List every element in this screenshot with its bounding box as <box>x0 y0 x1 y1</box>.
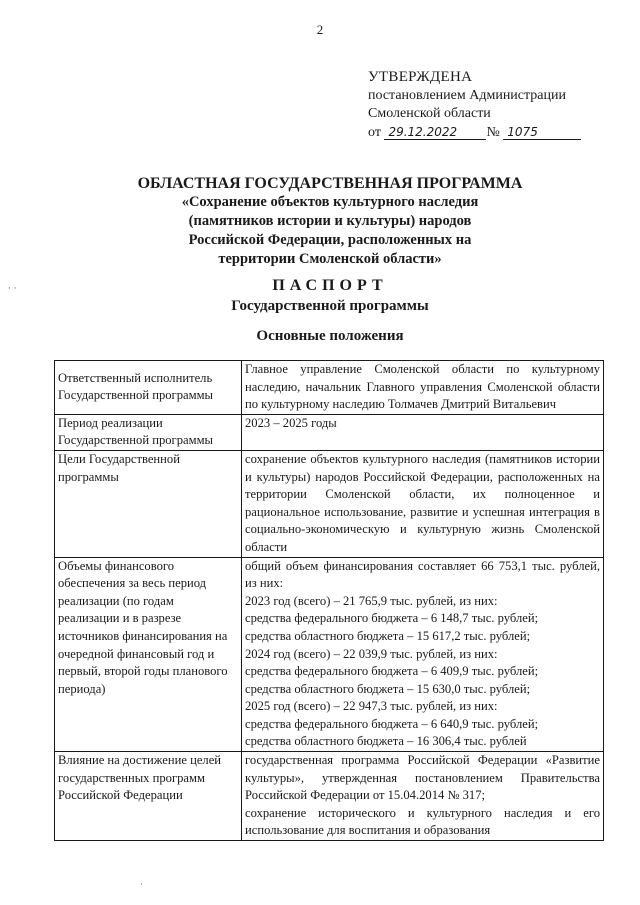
table-row <box>55 414 604 450</box>
row-value-line: 2023 – 2025 годы <box>245 415 337 430</box>
approval-date-handwritten: 29.12.2022 <box>384 125 486 140</box>
program-title-line-1: ОБЛАСТНАЯ ГОСУДАРСТВЕННАЯ ПРОГРАММА <box>137 175 523 192</box>
approval-title: УТВЕРЖДЕНА <box>368 69 473 85</box>
row-label: Объемы финансового обеспечения за весь период реализации (по годам реализации и в разрезе источников финансирования на очередной финансовый год и первый, второй годы планового периода) <box>55 557 242 752</box>
row-label: Период реализации Государственной программы <box>55 414 242 450</box>
approval-line-1: постановлением Администрации <box>368 87 566 103</box>
scan-speck: · · <box>8 284 17 294</box>
row-value-line: средства федерального бюджета – 6 409,9 тыс. рублей; <box>245 664 539 679</box>
row-label: Влияние на достижение целей государственных программ Российской Федерации <box>55 752 242 841</box>
row-label: Цели Государственной программы <box>55 450 242 557</box>
row-value <box>242 450 604 557</box>
table-row <box>55 361 604 415</box>
row-value-line: средства областного бюджета – 15 617,2 тыс. рублей; <box>245 628 531 643</box>
program-title-line-3: (памятников истории и культуры) народов <box>188 213 472 229</box>
program-title-line-2: «Сохранение объектов культурного наследия <box>181 194 479 210</box>
row-value-line: государственная программа Российской Федерации «Развитие культуры», утвержденная постановлением Правительства Российской Федерации от 15.04.2014 № 317; <box>245 753 600 803</box>
approval-date-line <box>368 124 618 143</box>
row-value-line: средства федерального бюджета – 6 148,7 тыс. рублей; <box>245 611 539 626</box>
approval-line-2: Смоленской области <box>368 106 491 121</box>
row-value-line: 2023 год (всего) – 21 765,9 тыс. рублей, из них: <box>245 593 498 608</box>
passport-title: ПАСПОРТ <box>272 277 388 294</box>
row-value-line: 2025 год (всего) – 22 947,3 тыс. рублей, из них: <box>245 699 498 714</box>
program-title <box>80 174 580 269</box>
passport-subtitle: Государственной программы <box>231 298 429 314</box>
row-value <box>242 752 604 841</box>
passport-heading <box>80 276 580 316</box>
page-number: 2 <box>316 22 324 37</box>
table-row <box>55 450 604 557</box>
row-value-line: средства федерального бюджета – 6 640,9 тыс. рублей; <box>245 716 539 731</box>
row-value-line: сохранение объектов культурного наследия (памятников истории и культуры) народов Российской Федерации, расположенных на территории Смоленской области, их полноценное и рациональное использование, развитие и успешная интеграция в социально-экономическую и культурную жизнь Смоленской области <box>245 451 600 554</box>
table-row <box>55 752 604 841</box>
passport-table <box>54 360 604 841</box>
table-row <box>55 557 604 752</box>
scan-speck: · <box>140 880 143 890</box>
approval-date-prefix: от <box>368 124 381 140</box>
row-value <box>242 557 604 752</box>
row-value-line: средства областного бюджета – 16 306,4 тыс. рублей <box>245 734 527 749</box>
program-title-line-5: территории Смоленской области» <box>218 251 442 267</box>
section-title: Основные положения <box>256 328 404 344</box>
row-value-line: Главное управление Смоленской области по культурному наследию, начальник Главного управления Смоленской области по культурному наследию Толмачев Дмитрий Витальевич <box>245 362 600 412</box>
row-value-line: 2024 год (всего) – 22 039,9 тыс. рублей, из них: <box>245 646 498 661</box>
row-value-line: средства областного бюджета – 15 630,0 тыс. рублей; <box>245 681 531 696</box>
row-label: Ответственный исполнитель Государственной программы <box>55 361 242 415</box>
program-title-line-4: Российской Федерации, расположенных на <box>188 232 472 248</box>
row-value-line: сохранение исторического и культурного наследия и его использование для воспитания и образования <box>245 805 600 838</box>
approval-number-handwritten: 1075 <box>503 125 581 140</box>
approval-block <box>368 68 618 142</box>
approval-number-prefix: № <box>486 124 500 140</box>
row-value <box>242 361 604 415</box>
row-value <box>242 414 604 450</box>
row-value-line: общий объем финансирования составляет 66 753,1 тыс. рублей, из них: <box>245 558 600 591</box>
